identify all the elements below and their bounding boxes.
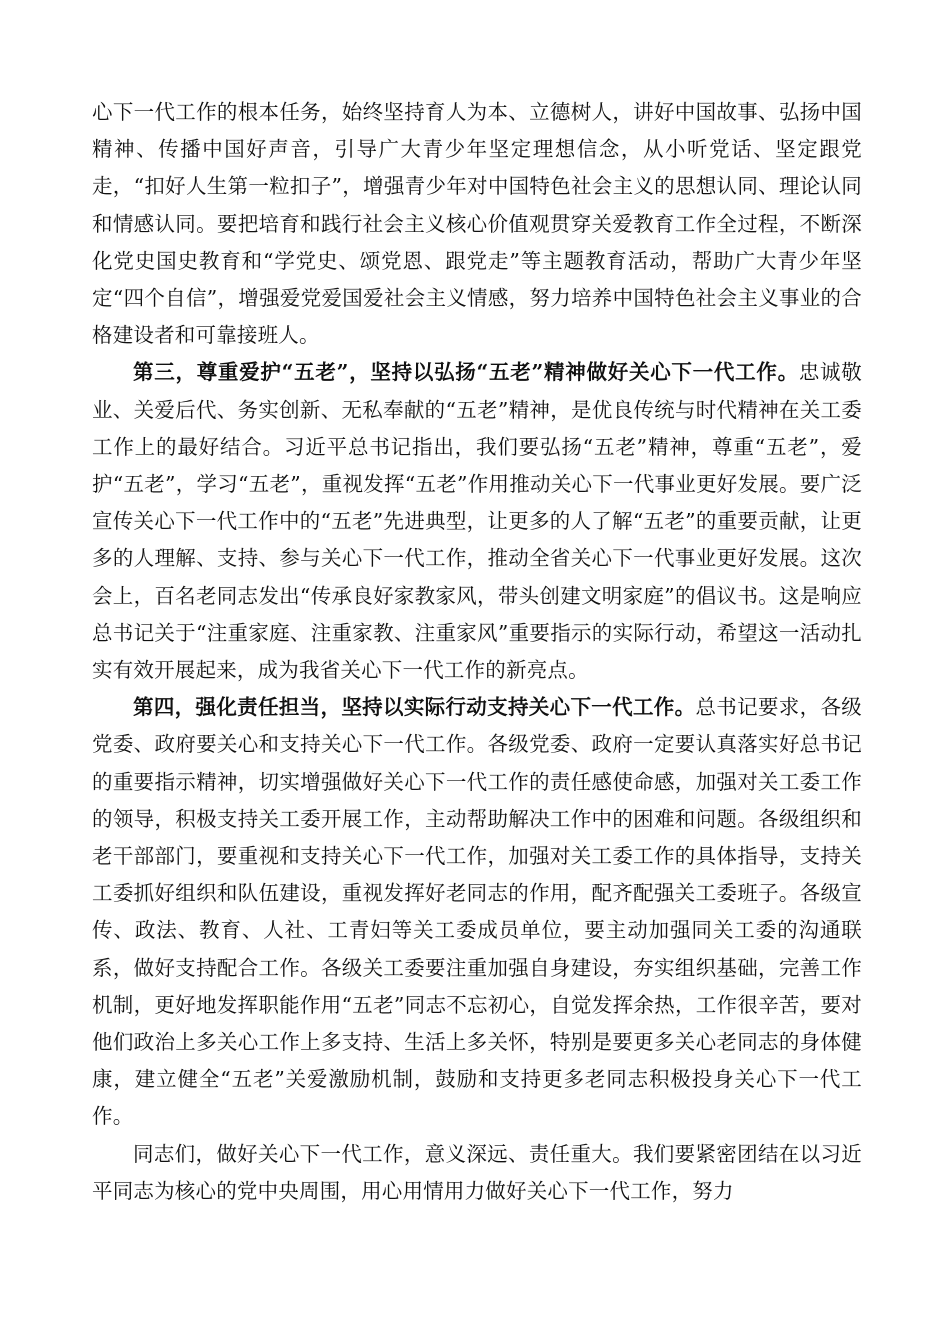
paragraph-third-point <box>92 354 862 689</box>
paragraph-fourth-point <box>92 689 862 1135</box>
paragraph-heading-fourth: 第四，强化责任担当，坚持以实际行动支持关心下一代工作。 <box>133 695 696 720</box>
paragraph-heading-third: 第三，尊重爱护“五老”，坚持以弘扬“五老”精神做好关心下一代工作。 <box>133 360 799 385</box>
paragraph-body-fourth: 总书记要求，各级党委、政府要关心和支持关心下一代工作。各级党委、政府一定要认真落实好总书记的重要指示精神，切实增强做好关心下一代工作的责任感使命感，加强对关工委工作的领导，积极支持关工委开展工作，主动帮助解决工作中的困难和问题。各级组织和老干部部门，要重视和支持关心下一代工作，加强对关工委工作的具体指导，支持关工委抓好组织和队伍建设，重视发挥好老同志的作用，配齐配强关工委班子。各级宣传、政法、教育、人社、工青妇等关工委成员单位，要主动加强同关工委的沟通联系，做好支持配合工作。各级关工委要注重加强自身建设，夯实组织基础，完善工作机制，更好地发挥职能作用“五老”同志不忘初心，自觉发挥余热，工作很辛苦，要对他们政治上多关心工作上多支持、生活上多关怀，特别是要更多关心老同志的身体健康，建立健全“五老”关爱激励机制，鼓励和支持更多老同志积极投身关心下一代工作。 <box>92 695 862 1129</box>
document-page <box>92 94 862 1210</box>
paragraph-closing: 同志们，做好关心下一代工作，意义深远、责任重大。我们要紧密团结在以习近平同志为核心的党中央周围，用心用情用力做好关心下一代工作，努力 <box>92 1141 862 1203</box>
paragraph-continuation: 心下一代工作的根本任务，始终坚持育人为本、立德树人，讲好中国故事、弘扬中国精神、传播中国好声音，引导广大青少年坚定理想信念，从小听党话、坚定跟党走，“扣好人生第一粒扣子”，增强青少年对中国特色社会主义的思想认同、理论认同和情感认同。要把培育和践行社会主义核心价值观贯穿关爱教育工作全过程，不断深化党史国史教育和“学党史、颂党恩、跟党走”等主题教育活动，帮助广大青少年坚定“四个自信”，增强爱党爱国爱社会主义情感，努力培养中国特色社会主义事业的合格建设者和可靠接班人。 <box>92 100 862 348</box>
paragraph-body-third: 忠诚敬业、关爱后代、务实创新、无私奉献的“五老”精神，是优良传统与时代精神在关工委工作上的最好结合。习近平总书记指出，我们要弘扬“五老”精神，尊重“五老”，爱护“五老”，学习“五老”，重视发挥“五老”作用推动关心下一代事业更好发展。要广泛宣传关心下一代工作中的“五老”先进典型，让更多的人了解“五老”的重要贡献，让更多的人理解、支持、参与关心下一代工作，推动全省关心下一代事业更好发展。这次会上，百名老同志发出“传承良好家教家风，带头创建文明家庭”的倡议书。这是响应总书记关于“注重家庭、注重家教、注重家风”重要指示的实际行动，希望这一活动扎实有效开展起来，成为我省关心下一代工作的新亮点。 <box>92 360 862 683</box>
